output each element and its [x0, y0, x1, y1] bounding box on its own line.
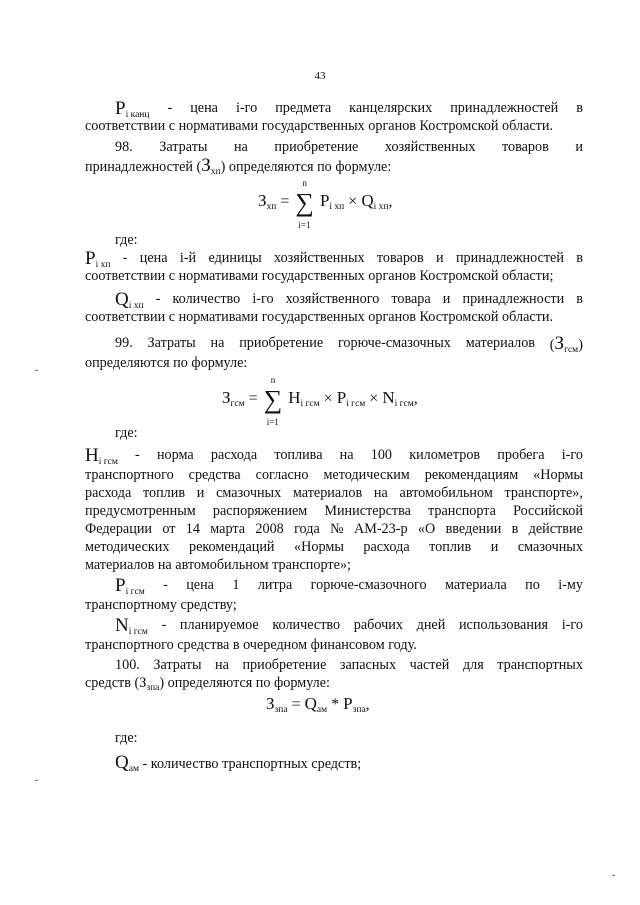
symbol: Q — [115, 289, 129, 310]
text-line: соответствии с нормативами государственных органов Костромской области; — [85, 268, 554, 284]
text-line: где: — [115, 425, 138, 441]
text-line: принадлежностей $(З_{хп})$ определяются по формуле: — [85, 155, 392, 177]
text-line: методических рекомендаций «Нормы расхода топлив и смазочных — [85, 539, 583, 555]
text-line: $N_{i гсм}$ - планируемое количество рабочих дней использования i-го — [115, 615, 583, 637]
symbol: P — [85, 248, 96, 269]
text-line: предусмотренным распоряжением Министерства транспорта Российской — [85, 503, 583, 519]
text-line: транспортного средства в очередном финансовом году. — [85, 637, 417, 653]
text-line: материалов на автомобильном транспорте»; — [85, 557, 351, 573]
text-line: 100. Затраты на приобретение запасных частей для транспортных — [115, 657, 583, 673]
symbol: Q — [115, 752, 129, 773]
scan-mark — [35, 780, 38, 781]
formula-spare-parts: $З_{зпа} = Q_{ам} * P_{зпа}$, — [266, 694, 370, 715]
formula-fuel-lubricants: $З_{гсм}$ = ∑ n i=1 $H_{i гсм} \times P_{i гсм} \times N_{i гсм}$, — [222, 375, 418, 427]
formula-household-goods: $З_{хп}$ = ∑ n i=1 $P_{i хп} \times Q_{i хп}$, — [258, 178, 393, 230]
symbol: P — [115, 575, 126, 596]
text-line: 98. Затраты на приобретение хозяйственных товаров и — [115, 139, 583, 155]
text-line: транспортному средству; — [85, 597, 237, 613]
page-number: 43 — [314, 70, 326, 82]
text-line: где: — [115, 232, 138, 248]
text-line: соответствии с нормативами государственных органов Костромской области. — [85, 309, 554, 325]
text-line: $Q_{ам}$ - количество транспортных средств; — [115, 752, 362, 774]
text-line: $Q_{i хп}$ - количество i-го хозяйственного товара и принадлежности в — [115, 289, 583, 311]
scan-mark — [35, 370, 38, 371]
text-line: где: — [115, 730, 138, 746]
text-line: транспортного средства согласно методическим рекомендациям «Нормы — [85, 467, 583, 483]
text-line: $P_{i канц}$ - цена i-го предмета канцелярских принадлежностей в — [115, 98, 583, 120]
text-line: $P_{i гсм}$ - цена 1 литра горюче-смазочного материала по i-му — [115, 575, 583, 597]
sum-sign: ∑ n i=1 — [295, 178, 314, 230]
symbol: N — [115, 615, 129, 636]
text-line: $P_{i хп}$ - цена i-й единицы хозяйственных товаров и принадлежностей в — [85, 248, 583, 270]
formula-lhs: З — [258, 191, 267, 210]
scan-mark — [612, 875, 615, 876]
text-line: $H_{i гсм}$ - норма расхода топлива на 100 километров пробега i-го — [85, 445, 583, 467]
text-line: средств $(З_{зпа})$ определяются по формуле: — [85, 675, 330, 693]
text-line: Федерации от 14 марта 2008 года № АМ-23-р «О введении в действие — [85, 521, 583, 537]
symbol: P — [115, 98, 126, 119]
formula-lhs-sub: хп — [266, 202, 277, 212]
text-line: соответствии с нормативами государственных органов Костромской области. — [85, 118, 554, 134]
symbol: H — [85, 445, 99, 466]
sum-sign: ∑ n i=1 — [263, 375, 283, 427]
text-line: расхода топлив и смазочных материалов на автомобильном транспорте», — [85, 485, 583, 501]
text-line: определяются по формуле: — [85, 355, 248, 371]
text-line: 99. Затраты на приобретение горюче-смазочных материалов $(З_{гсм})$ — [115, 333, 583, 355]
